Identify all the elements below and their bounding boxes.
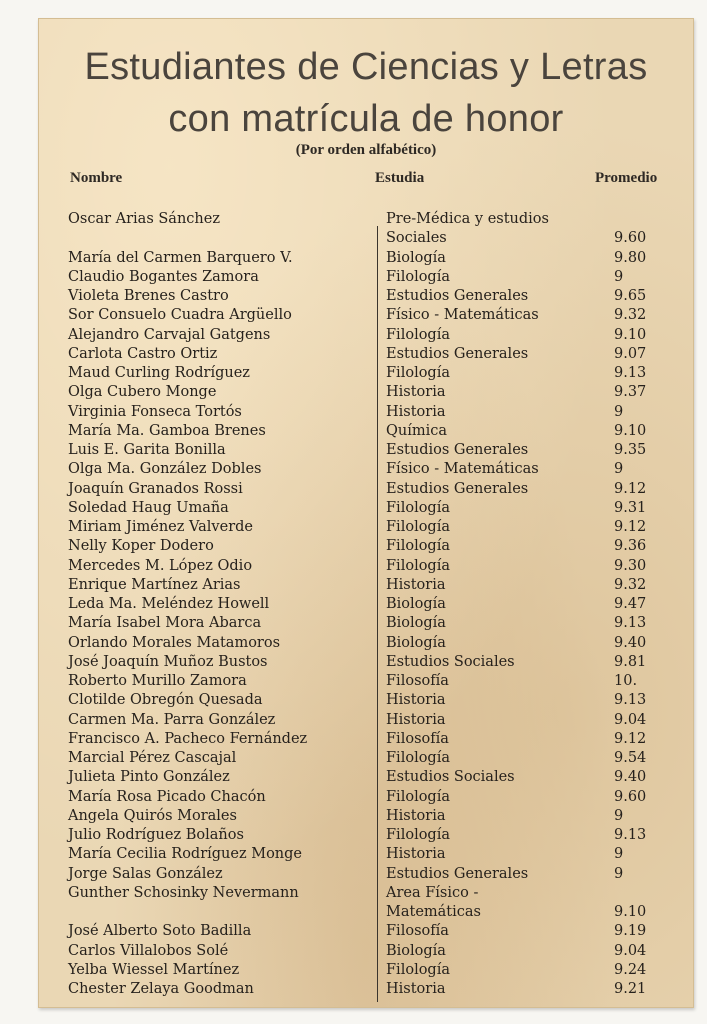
student-study: Historia: [386, 384, 446, 401]
student-average: 9.40: [614, 769, 647, 786]
student-study: Filología: [386, 499, 450, 516]
student-average: 9.12: [614, 519, 647, 535]
student-study: Filología: [386, 827, 450, 843]
student-study: Pre-Médica y estudios: [386, 211, 549, 227]
student-study: Historia: [386, 807, 446, 824]
student-name: María del Carmen Barquero V.: [68, 249, 293, 266]
student-name: Olga Cubero Monge: [68, 384, 217, 401]
student-average: 9.35: [614, 442, 647, 458]
student-name: Julio Rodríguez Bolaños: [68, 827, 244, 843]
student-study: Biología: [386, 942, 446, 959]
student-average: 9.19: [614, 923, 647, 940]
student-study: Biología: [386, 634, 446, 651]
student-study: Area Físico -: [386, 884, 479, 901]
student-average: 9.10: [614, 422, 647, 439]
student-study: Filología: [386, 365, 450, 381]
column-divider: [377, 226, 378, 1002]
student-study: Historia: [386, 981, 446, 997]
student-name: Chester Zelaya Goodman: [68, 981, 254, 997]
student-study: Filología: [386, 788, 450, 805]
student-study: Filología: [386, 519, 450, 535]
student-study: Filosofía: [386, 923, 449, 940]
student-study: Historia: [386, 692, 446, 709]
student-name: Roberto Murillo Zamora: [68, 673, 247, 689]
student-name: Leda Ma. Meléndez Howell: [68, 596, 270, 612]
student-name: María Ma. Gamboa Brenes: [68, 422, 266, 439]
student-name: Carlota Castro Ortiz: [68, 345, 218, 362]
student-study: Biología: [386, 249, 446, 266]
student-average: 9.65: [614, 288, 647, 304]
column-header-average: Promedio: [595, 170, 658, 186]
column-header-study: Estudia: [375, 170, 425, 186]
student-average: 9: [614, 403, 624, 420]
student-name: Maud Curling Rodríguez: [68, 365, 250, 381]
student-average: 9.13: [614, 692, 647, 709]
student-name: María Cecilia Rodríguez Monge: [68, 846, 303, 863]
student-name: Olga Ma. González Dobles: [68, 461, 262, 478]
student-average: 9.10: [614, 326, 647, 343]
student-average: 9: [614, 846, 624, 863]
student-name: Sor Consuelo Cuadra Argüello: [68, 307, 292, 324]
student-name: Soledad Haug Umaña: [68, 499, 229, 516]
student-study: Filología: [386, 326, 450, 343]
student-study: Filosofía: [386, 730, 449, 747]
student-study: Historia: [386, 403, 446, 420]
student-average: 9.54: [614, 750, 647, 766]
student-name: Gunther Schosinky Nevermann: [68, 884, 299, 901]
student-name: Carmen Ma. Parra González: [68, 711, 276, 728]
student-average: 9.32: [614, 307, 647, 324]
student-name: Claudio Bogantes Zamora: [68, 268, 259, 285]
student-name: José Joaquín Muñoz Bustos: [68, 653, 268, 670]
student-study: Sociales: [386, 230, 447, 247]
student-study: Estudios Sociales: [386, 769, 515, 786]
newspaper-clipping: [38, 18, 694, 1008]
student-study: Físico - Matemáticas: [386, 461, 539, 478]
student-name: Mercedes M. López Odio: [68, 557, 253, 574]
student-name: Violeta Brenes Castro: [68, 288, 229, 304]
student-name: Virginia Fonseca Tortós: [68, 403, 242, 420]
student-study: Estudios Generales: [386, 288, 529, 304]
student-name: José Alberto Soto Badilla: [68, 923, 252, 940]
student-average: 9.13: [614, 615, 647, 632]
student-name: Enrique Martínez Arias: [68, 576, 241, 593]
student-name: Nelly Koper Dodero: [68, 538, 214, 555]
student-average: 9.30: [614, 557, 647, 574]
student-study: Historia: [386, 576, 446, 593]
student-average: 9.81: [614, 653, 647, 670]
student-average: 9.80: [614, 249, 647, 266]
student-study: Físico - Matemáticas: [386, 307, 539, 324]
student-study: Matemáticas: [386, 904, 481, 920]
student-study: Filología: [386, 961, 450, 978]
student-name: Marcial Pérez Cascajal: [68, 750, 237, 766]
student-name: Carlos Villalobos Solé: [68, 942, 229, 959]
student-name: Clotilde Obregón Quesada: [68, 692, 263, 709]
student-average: 9.37: [614, 384, 647, 401]
student-average: 9.13: [614, 365, 647, 381]
student-name: Jorge Salas González: [68, 865, 223, 882]
student-study: Estudios Generales: [386, 345, 529, 362]
student-name: María Isabel Mora Abarca: [68, 615, 262, 632]
student-average: 9: [614, 865, 624, 882]
headline-line-1: Estudiantes de Ciencias y Letras: [84, 46, 648, 88]
student-study: Filología: [386, 557, 450, 574]
student-average: 9.12: [614, 480, 647, 497]
student-name: Joaquín Granados Rossi: [68, 480, 243, 497]
student-study: Estudios Generales: [386, 865, 529, 882]
student-study: Filología: [386, 268, 450, 285]
student-study: Química: [386, 422, 448, 439]
student-average: 9.21: [614, 981, 647, 997]
student-average: 9.13: [614, 827, 647, 843]
student-study: Estudios Generales: [386, 480, 529, 497]
student-average: 9.32: [614, 576, 647, 593]
student-name: Orlando Morales Matamoros: [68, 634, 281, 651]
student-average: 9: [614, 268, 624, 285]
student-average: 10.: [614, 673, 638, 689]
student-study: Historia: [386, 846, 446, 863]
student-name: Francisco A. Pacheco Fernández: [68, 730, 308, 747]
student-average: 9.12: [614, 730, 647, 747]
headline-line-2: con matrícula de honor: [168, 98, 564, 140]
student-study: Historia: [386, 711, 446, 728]
student-average: 9.36: [614, 538, 647, 555]
student-study: Estudios Sociales: [386, 653, 515, 670]
column-header-name: Nombre: [70, 170, 123, 186]
student-average: 9.10: [614, 904, 647, 920]
student-study: Filosofía: [386, 673, 449, 689]
subtitle: (Por orden alfabético): [295, 142, 437, 158]
student-average: 9.31: [614, 499, 647, 516]
student-average: 9.47: [614, 596, 647, 612]
student-name: Angela Quirós Morales: [68, 807, 237, 824]
student-name: María Rosa Picado Chacón: [68, 788, 266, 805]
student-study: Biología: [386, 596, 446, 612]
student-name: Miriam Jiménez Valverde: [68, 519, 253, 535]
student-average: 9: [614, 807, 624, 824]
student-name: Alejandro Carvajal Gatgens: [68, 326, 271, 343]
student-average: 9.60: [614, 230, 647, 247]
student-study: Biología: [386, 615, 446, 632]
student-name: Luis E. Garita Bonilla: [68, 442, 226, 458]
student-average: 9.07: [614, 345, 647, 362]
student-average: 9: [614, 461, 624, 478]
student-average: 9.24: [614, 961, 647, 978]
student-study: Filología: [386, 750, 450, 766]
student-name: Yelba Wiessel Martínez: [68, 961, 240, 978]
student-study: Filología: [386, 538, 450, 555]
student-name: Julieta Pinto González: [68, 769, 230, 786]
student-average: 9.40: [614, 634, 647, 651]
student-average: 9.04: [614, 942, 647, 959]
student-study: Estudios Generales: [386, 442, 529, 458]
student-name: Oscar Arias Sánchez: [68, 211, 220, 227]
student-average: 9.04: [614, 711, 647, 728]
student-average: 9.60: [614, 788, 647, 805]
